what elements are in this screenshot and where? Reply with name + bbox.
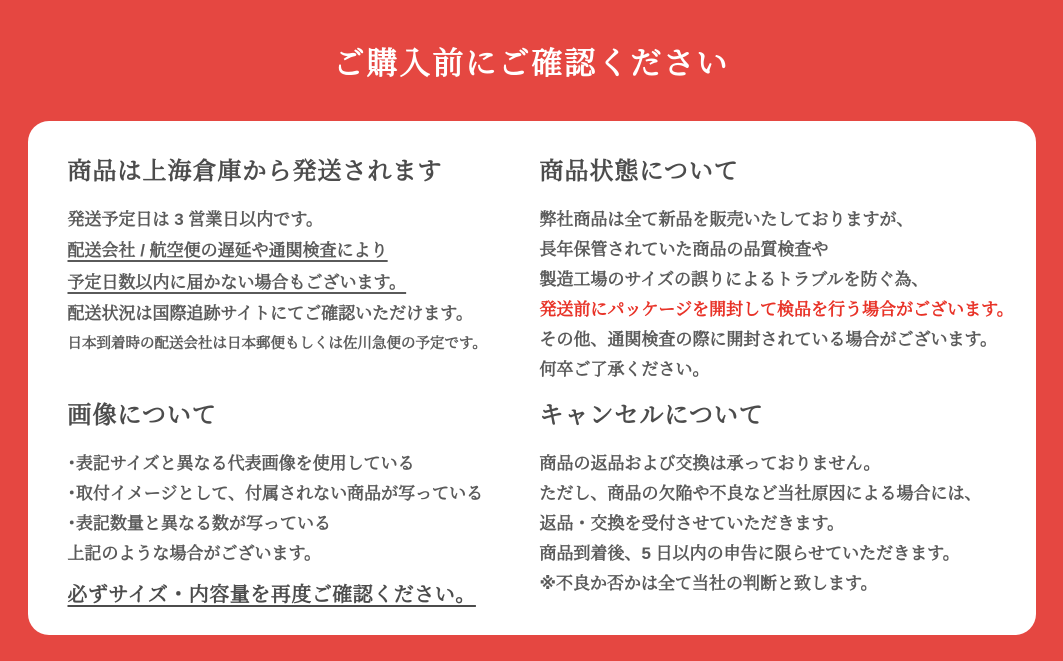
shipping-line: 配送状況は国際追跡サイトにてご確認いただけます。 (67, 304, 473, 323)
shipping-heading: 商品は上海倉庫から発送されます (67, 158, 443, 185)
section-shipping (68, 155, 516, 385)
condition-line: 製造工場のサイズの誤りによるトラブルを防ぐ為、 (539, 270, 929, 289)
condition-line: 何卒ご了承ください。 (539, 360, 710, 379)
images-bullet-line: ･表記サイズと異なる代表画像を使用している (67, 454, 415, 473)
condition-line: その他、通関検査の際に開封されている場合がございます。 (539, 330, 998, 349)
images-emphasis-line: 必ずサイズ・内容量を再度ご確認ください。 (67, 584, 476, 606)
section-images (68, 399, 516, 610)
cancel-line: ただし、商品の欠陥や不良など当社原因による場合には、 (539, 484, 982, 503)
images-bullet-line: ･取付イメージとして、付属されない商品が写っている (67, 484, 484, 503)
condition-line-alert: 発送前にパッケージを開封して検品を行う場合がございます。 (539, 300, 1014, 319)
section-cancel (540, 399, 1014, 610)
cancel-line: 返品・交換を受付させていただきます。 (539, 514, 845, 533)
cancel-line: 商品の返品および交換は承っておりません。 (539, 454, 881, 473)
section-condition (540, 155, 1014, 385)
title-bar (0, 0, 1063, 121)
shipping-line-underlined: 予定日数以内に届かない場合もございます。 (67, 273, 407, 292)
condition-heading: 商品状態について (539, 158, 740, 185)
cancel-line: ※不良か否かは全て当社の判断と致します。 (539, 574, 878, 593)
cancel-line: 商品到着後、5 日以内の申告に限らせていただきます。 (539, 544, 960, 563)
images-line: 上記のような場合がございます。 (67, 544, 322, 563)
images-heading: 画像について (67, 402, 218, 429)
condition-line: 弊社商品は全て新品を販売いたしておりますが、 (539, 210, 914, 229)
images-bullet-line: ･表記数量と異なる数が写っている (67, 514, 331, 533)
notice-card (28, 121, 1036, 635)
shipping-line: 発送予定日は 3 営業日以内です。 (67, 210, 324, 229)
shipping-line-underlined: 配送会社 / 航空便の遅延や通関検査により (67, 241, 388, 260)
shipping-line-small: 日本到着時の配送会社は日本郵便もしくは佐川急便の予定です。 (67, 336, 487, 352)
page-title: ご購入前にご確認ください (333, 46, 730, 81)
condition-line: 長年保管されていた商品の品質検査や (539, 240, 829, 259)
cancel-heading: キャンセルについて (539, 402, 765, 429)
